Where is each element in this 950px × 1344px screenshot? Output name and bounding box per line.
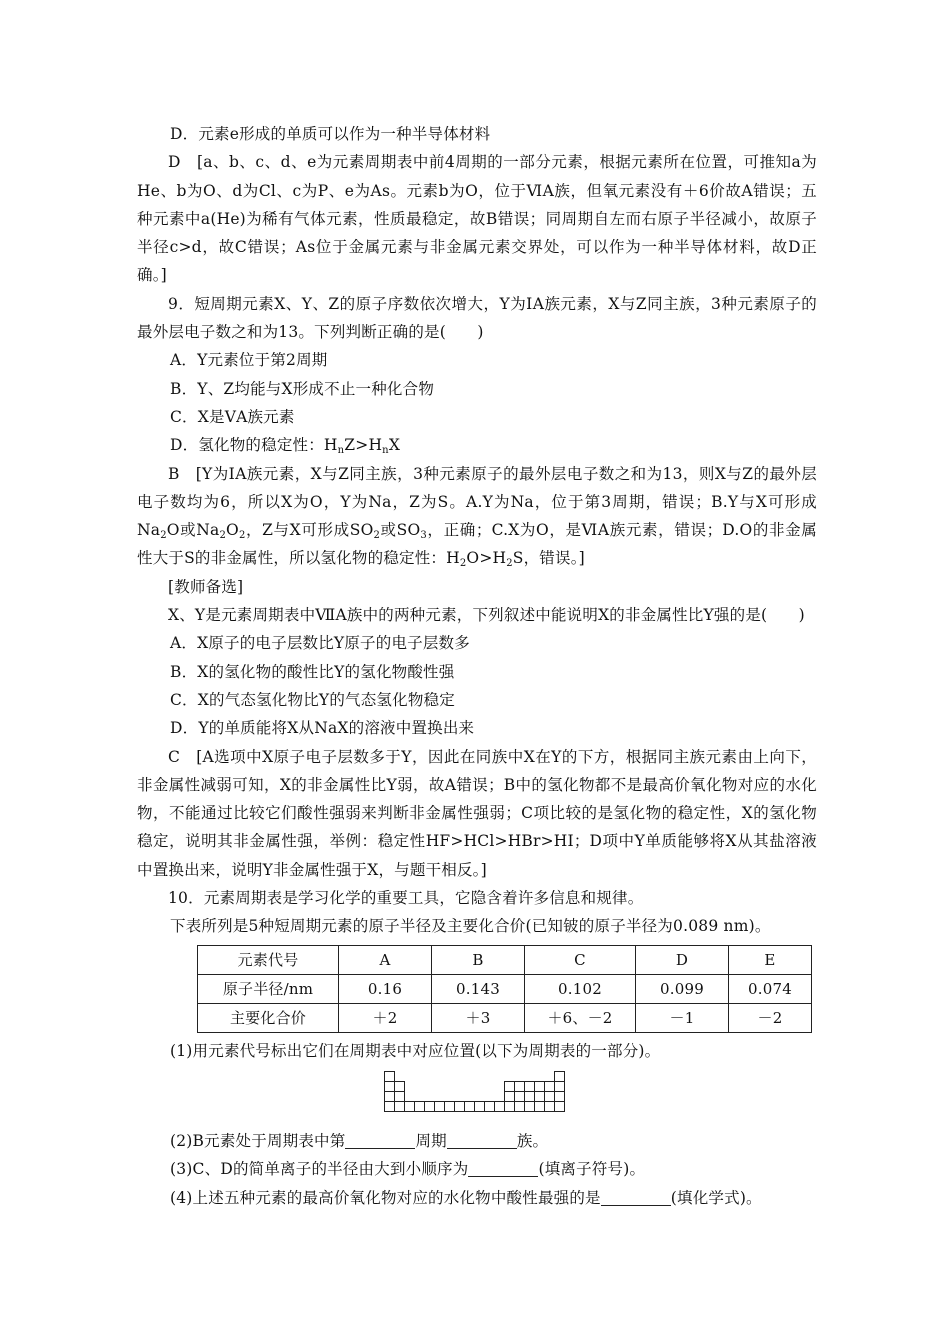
teacher-option-a: A．X原子的电子层数比Y原子的电子层数多	[170, 634, 470, 653]
table-cell: 主要化合价	[198, 1003, 339, 1032]
table-cell: ＋3	[432, 1003, 525, 1032]
table-row	[198, 945, 812, 974]
answer-blank[interactable]	[447, 1132, 517, 1149]
table-cell: ＋2	[339, 1003, 432, 1032]
table-cell: D	[636, 945, 729, 974]
table-cell: 0.102	[525, 974, 636, 1003]
teacher-option-d: D．Y的单质能将X从NaX的溶液中置换出来	[170, 719, 475, 738]
table-cell: 0.16	[339, 974, 432, 1003]
q8-answer: D [a、b、c、d、e为元素周期表中前4周期的一部分元素，根据元素所在位置，可推知a为He、b为O、d为Cl、c为P、e为As。元素b为O，位于ⅥA族，但氧元素没有＋6价故A错误；五种元素中a(He)为稀有气体元素，性质最稳定，故B错误；同周期自左而右原子半径减小，故原子半径c>d，故C错误；As位于金属元素与非金属元素交界处，可以作为一种半导体材料，故D正确。]	[137, 153, 817, 285]
table-cell: E	[729, 945, 812, 974]
teacher-option-c: C．X的气态氢化物比Y的气态氢化物稳定	[170, 690, 455, 709]
table-cell: －1	[636, 1003, 729, 1032]
q9-answer: B [Y为ⅠA族元素，X与Z同主族，3种元素原子的最外层电子数之和为13，则X与Z的最外层电子数均为6，所以X为O，Y为Na，Z为S。A.Y为Na，位于第3周期，错误；B.Y与X可形成$Na_2O$或$Na_2O_2$，Z与X可形成$SO_2$或$SO_3$，正确；C.X为O，是ⅥA族元素，错误；D.O的非金属性大于S的非金属性，所以氢化物的稳定性：$H_2O>H_2S$，错误。]	[137, 464, 818, 570]
q9-stem: 9．短周期元素X、Y、Z的原子序数依次增大，Y为ⅠA族元素，X与Z同主族，3种元素原子的最外层电子数之和为13。下列判断正确的是( )	[137, 294, 817, 342]
periodic-table-grid	[384, 1071, 574, 1121]
teacher-option-b: B．X的氢化物的酸性比Y的氢化物酸性强	[170, 662, 455, 681]
table-cell: －2	[729, 1003, 812, 1032]
table-cell: 原子半径/nm	[198, 974, 339, 1003]
table-cell: 0.099	[636, 974, 729, 1003]
table-cell: A	[339, 945, 432, 974]
q10-sub2: (2)B元素处于周期表中第 周期 族。	[170, 1131, 549, 1150]
q10-sub3: (3)C、D的简单离子的半径由大到小顺序为 (填离子符号)。	[170, 1160, 646, 1179]
table-cell: 元素代号	[198, 945, 339, 974]
q10-sub1: (1)用元素代号标出它们在周期表中对应位置(以下为周期表的一部分)。	[170, 1041, 661, 1060]
teacher-answer: C [A选项中X原子电子层数多于Y，因此在同族中X在Y的下方，根据同主族元素由上向下，非金属性减弱可知，X的非金属性比Y弱，故A错误；B中的氢化物都不是最高价氧化物对应的水化物，不能通过比较它们酸性强弱来判断非金属性强弱；C项比较的是氢化物的稳定性，X的氢化物稳定，说明其非金属性强，举例：稳定性HF>HCl>HBr>HI；D项中Y单质能够将X从其盐溶液中置换出来，说明Y非金属性强于X，与题干相反。]	[137, 747, 817, 879]
table-row	[198, 1003, 812, 1032]
q9-option-a: A．Y元素位于第2周期	[170, 351, 328, 370]
q8-option-d: D．元素e形成的单质可以作为一种半导体材料	[170, 125, 491, 143]
periodic-table-figure	[137, 1065, 817, 1127]
table-cell: ＋6、－2	[525, 1003, 636, 1032]
teacher-stem: X、Y是元素周期表中ⅦA族中的两种元素，下列叙述中能说明X的非金属性比Y强的是( )	[168, 606, 805, 625]
element-table	[197, 945, 812, 1033]
answer-blank[interactable]	[468, 1160, 538, 1177]
table-cell: 0.143	[432, 974, 525, 1003]
q9-option-b: B．Y、Z均能与X形成不止一种化合物	[170, 379, 435, 398]
teacher-label: [教师备选]	[168, 577, 244, 596]
table-row	[198, 974, 812, 1003]
q9-option-d: D．氢化物的稳定性：$H_nZ>H_nX$	[170, 436, 401, 457]
q10-intro: 下表所列是5种短周期元素的原子半径及主要化合价(已知铍的原子半径为0.089 nm)。	[170, 917, 771, 936]
q9-option-c: C．X是ⅤA族元素	[170, 407, 295, 426]
document-content	[137, 120, 817, 1212]
table-cell: B	[432, 945, 525, 974]
q10-sub4: (4)上述五种元素的最高价氧化物对应的水化物中酸性最强的是 (填化学式)。	[170, 1188, 762, 1207]
table-cell: 0.074	[729, 974, 812, 1003]
table-cell: C	[525, 945, 636, 974]
q10-stem: 10．元素周期表是学习化学的重要工具，它隐含着许多信息和规律。	[168, 889, 644, 908]
answer-blank[interactable]	[345, 1132, 415, 1149]
answer-blank[interactable]	[601, 1189, 671, 1206]
